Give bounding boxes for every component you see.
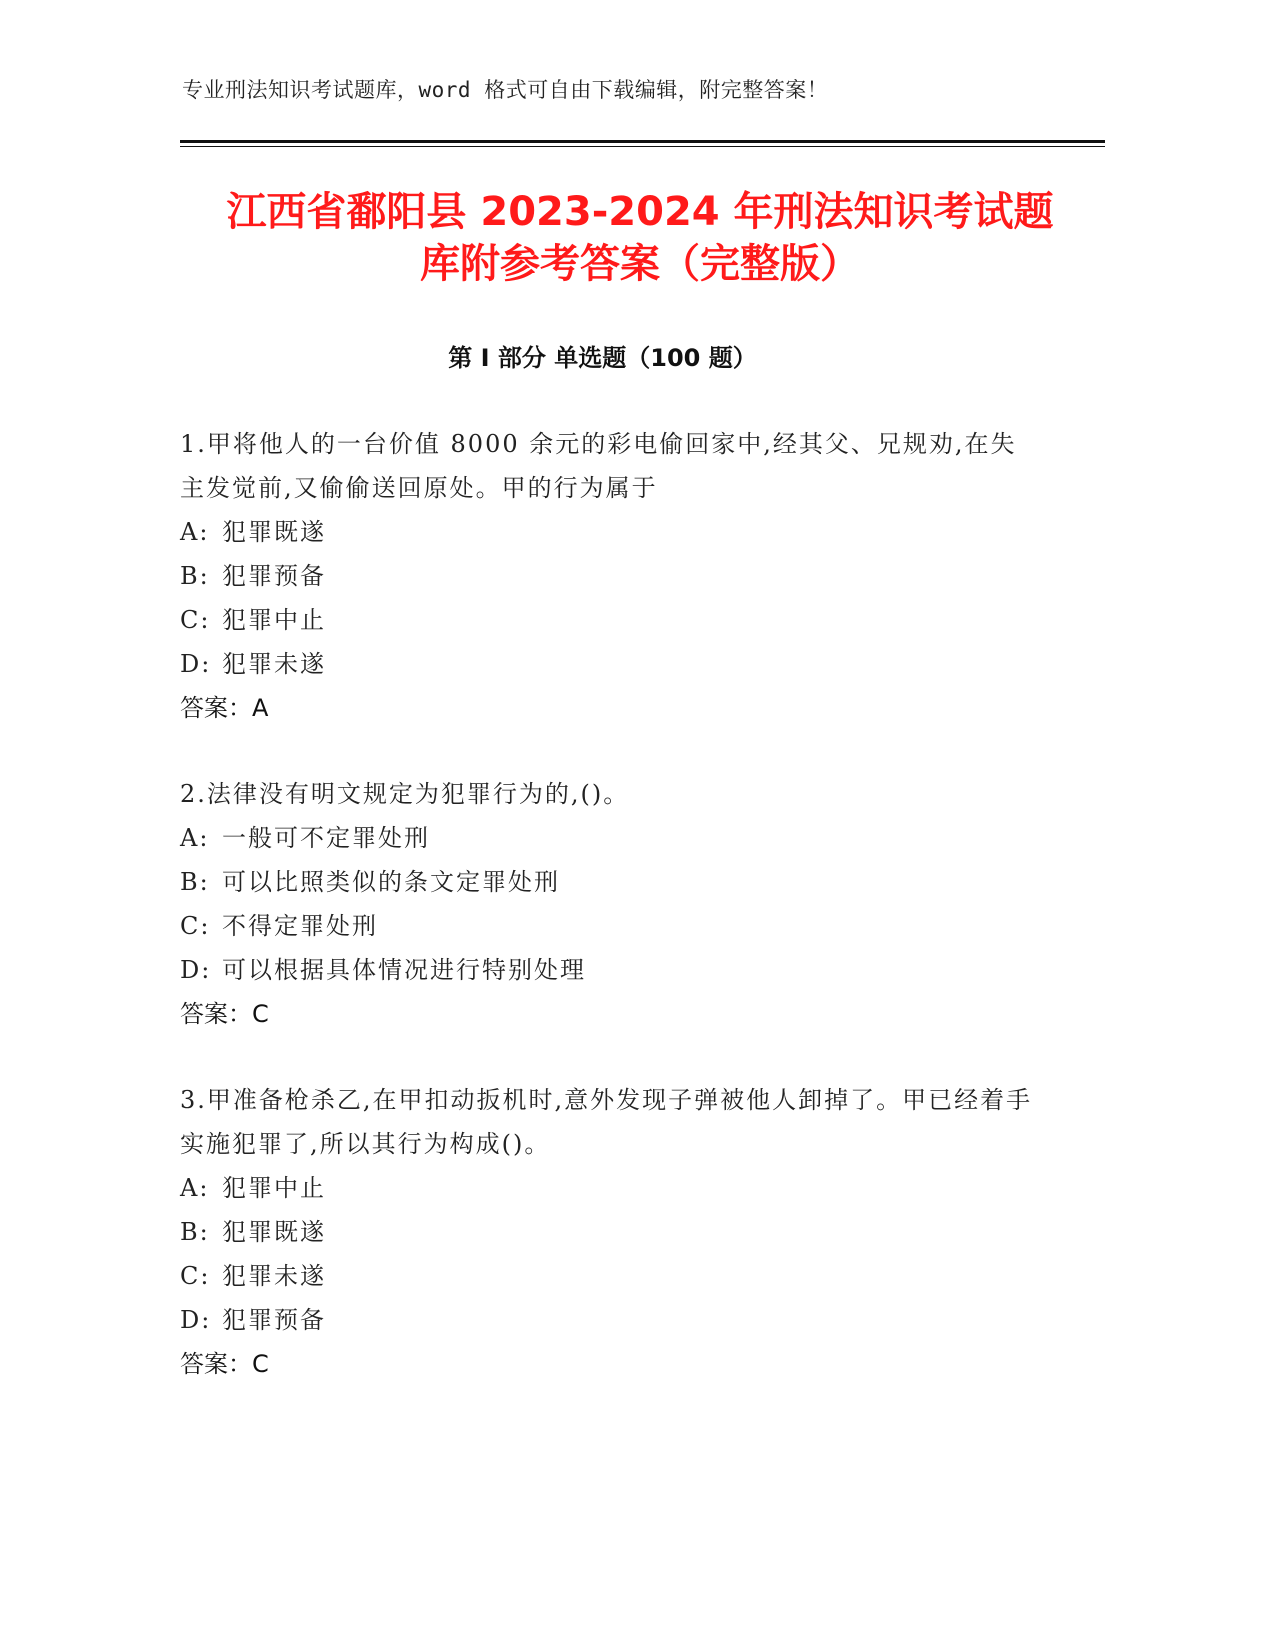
question-stem: 1.甲将他人的一台价值 8000 余元的彩电偷回家中,经其父、兄规劝,在失主发觉前,又偷偷送回原处。甲的行为属于 xyxy=(180,430,1017,502)
option-key: C: xyxy=(180,912,211,940)
option-d xyxy=(180,642,1040,686)
document-title xyxy=(140,186,1140,290)
option-d xyxy=(180,1298,1040,1342)
option-key: C: xyxy=(180,1262,211,1290)
option-text: 可以根据具体情况进行特别处理 xyxy=(222,956,586,984)
option-text: 犯罪既遂 xyxy=(222,518,326,546)
question-3 xyxy=(180,1078,1040,1386)
option-key: D: xyxy=(180,956,212,984)
option-c xyxy=(180,1254,1040,1298)
option-b xyxy=(180,860,1040,904)
question-stem: 3.甲准备枪杀乙,在甲扣动扳机时,意外发现子弹被他人卸掉了。甲已经着手实施犯罪了,所以其行为构成()。 xyxy=(180,1086,1033,1158)
option-text: 犯罪中止 xyxy=(222,1174,326,1202)
question-2 xyxy=(180,772,1040,1036)
option-key: A: xyxy=(180,518,210,546)
question-1 xyxy=(180,422,1040,730)
option-key: D: xyxy=(180,1306,212,1334)
option-a xyxy=(180,1166,1040,1210)
option-key: B: xyxy=(180,1218,210,1246)
section-title: 第 I 部分 单选题（100 题） xyxy=(448,344,757,372)
option-text: 犯罪预备 xyxy=(222,562,326,590)
option-key: A: xyxy=(180,1174,210,1202)
option-text: 犯罪既遂 xyxy=(222,1218,326,1246)
document-title-line-1: 江西省鄱阳县 2023-2024 年刑法知识考试题 xyxy=(226,189,1054,235)
answer-line: 答案：C xyxy=(180,1350,269,1378)
option-key: B: xyxy=(180,562,210,590)
option-text: 犯罪预备 xyxy=(222,1306,326,1334)
option-key: D: xyxy=(180,650,212,678)
option-b xyxy=(180,1210,1040,1254)
option-text: 可以比照类似的条文定罪处刑 xyxy=(222,868,560,896)
option-text: 犯罪中止 xyxy=(222,606,326,634)
answer-line: 答案：C xyxy=(180,1000,269,1028)
option-text: 犯罪未遂 xyxy=(222,650,326,678)
option-key: C: xyxy=(180,606,211,634)
option-key: B: xyxy=(180,868,210,896)
option-c xyxy=(180,598,1040,642)
answer-line: 答案：A xyxy=(180,694,269,722)
option-key: A: xyxy=(180,824,210,852)
option-c xyxy=(180,904,1040,948)
option-d xyxy=(180,948,1040,992)
document-title-line-2: 库附参考答案（完整版） xyxy=(420,241,860,287)
question-stem: 2.法律没有明文规定为犯罪行为的,()。 xyxy=(180,780,630,808)
header-rule-thin xyxy=(180,146,1105,147)
header-note: 专业刑法知识考试题库，word 格式可自由下载编辑，附完整答案！ xyxy=(182,78,829,102)
option-a xyxy=(180,510,1040,554)
option-text: 一般可不定罪处刑 xyxy=(222,824,430,852)
header-rule-thick xyxy=(180,140,1105,143)
option-a xyxy=(180,816,1040,860)
option-text: 犯罪未遂 xyxy=(222,1262,326,1290)
option-text: 不得定罪处刑 xyxy=(222,912,378,940)
question-list xyxy=(180,422,1040,1428)
option-b xyxy=(180,554,1040,598)
